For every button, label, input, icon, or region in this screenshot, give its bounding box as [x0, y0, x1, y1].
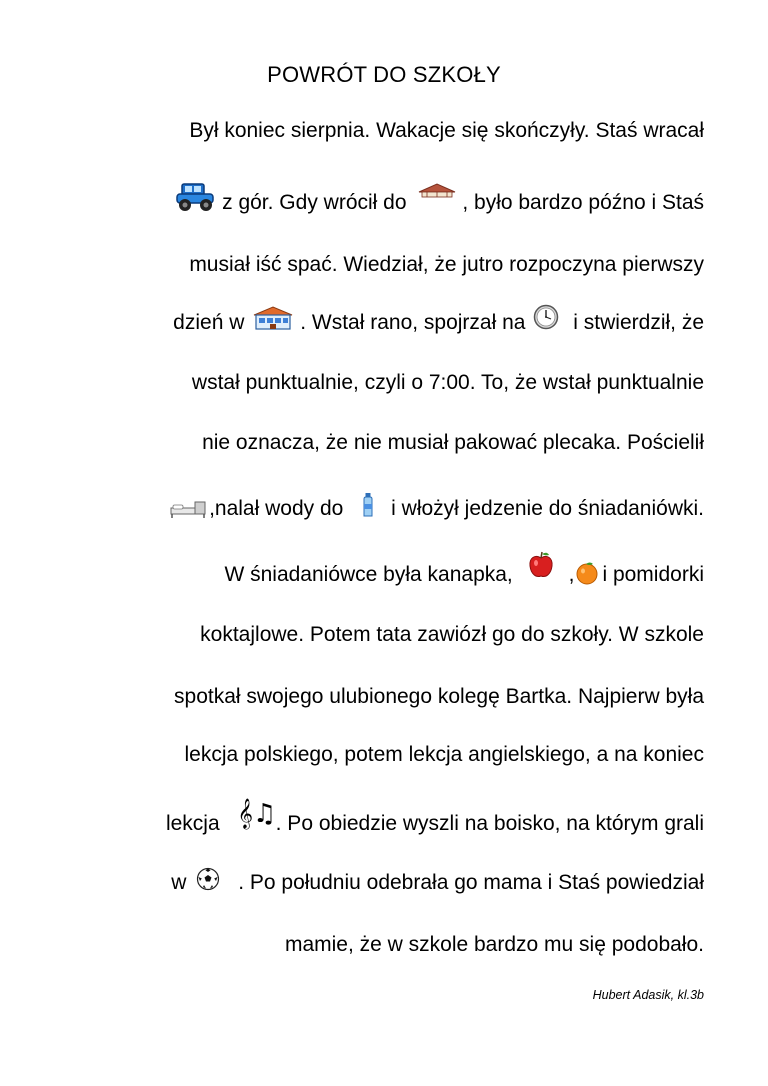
text-line-4: [173, 308, 704, 338]
jeep-car-icon: [174, 180, 218, 214]
text-segment: mamie, że w szkole bardzo mu się podobało.: [284, 933, 704, 956]
text-segment: lekcja polskiego, potem lekcja angielskiego, a na koniec: [184, 743, 704, 766]
text-segment: i stwierdził, że: [567, 311, 704, 334]
text-line-12: [165, 799, 704, 840]
clock-icon: [533, 304, 559, 330]
text-line-13: [171, 868, 704, 898]
orange-icon: [574, 560, 600, 586]
text-line-2: [174, 186, 704, 220]
text-line-10: [174, 682, 704, 712]
text-segment: dzień w: [173, 311, 245, 334]
text-segment: . Wstał rano, spojrzał na: [294, 311, 526, 334]
page-title: POWRÓT DO SZKOŁY: [267, 62, 501, 87]
text-line-8: [224, 560, 704, 590]
text-line-7: [169, 494, 704, 524]
text-segment: spotkał swojego ulubionego kolegę Bartka. Najpierw była: [174, 685, 704, 708]
soccer-ball-icon: [196, 867, 220, 891]
house-icon: [417, 182, 457, 204]
music-notes-icon: 𝄞♫: [237, 799, 277, 829]
text-segment: Był koniec sierpnia. Wakacje się skończyły. Staś wracał: [189, 119, 704, 142]
text-segment: ,: [562, 563, 575, 586]
text-segment: W śniadaniówce była kanapka,: [224, 563, 513, 586]
author-signature: Hubert Adasik, kl.3b: [592, 988, 704, 1002]
text-segment: , było bardzo późno i Staś: [456, 191, 704, 214]
text-segment: lekcja: [165, 812, 220, 835]
text-segment: z gór. Gdy wrócił do: [222, 191, 407, 214]
text-segment: nie oznacza, że nie musiał pakować plecaka. Pościelił: [202, 431, 704, 454]
text-segment: koktajlowe. Potem tata zawiózł go do szkoły. W szkole: [200, 623, 704, 646]
text-line-5: [192, 368, 704, 398]
text-segment: musiał iść spać. Wiedział, że jutro rozpoczyna pierwszy: [189, 253, 704, 276]
bed-icon: [169, 498, 207, 520]
text-line-1: [189, 116, 704, 146]
text-segment: i włożył jedzenie do śniadaniówki.: [385, 497, 704, 520]
text-line-6: [202, 428, 704, 458]
text-segment: w: [171, 871, 187, 894]
text-line-3: [189, 250, 704, 280]
water-bottle-icon: [361, 492, 375, 518]
text-segment: i pomidorki: [602, 563, 704, 586]
text-segment: . Po obiedzie wyszli na boisko, na którym grali: [275, 812, 704, 835]
text-segment: ,nalał wody do: [209, 497, 344, 520]
text-line-9: [200, 620, 704, 650]
text-line-11: [185, 740, 704, 770]
apple-icon: [527, 550, 555, 580]
text-segment: . Po południu odebrała go mama i Staś powiedział: [232, 871, 704, 894]
text-line-14: [285, 930, 704, 960]
text-segment: wstał punktualnie, czyli o 7:00. To, że wstał punktualnie: [191, 371, 704, 394]
school-icon: [252, 305, 294, 333]
